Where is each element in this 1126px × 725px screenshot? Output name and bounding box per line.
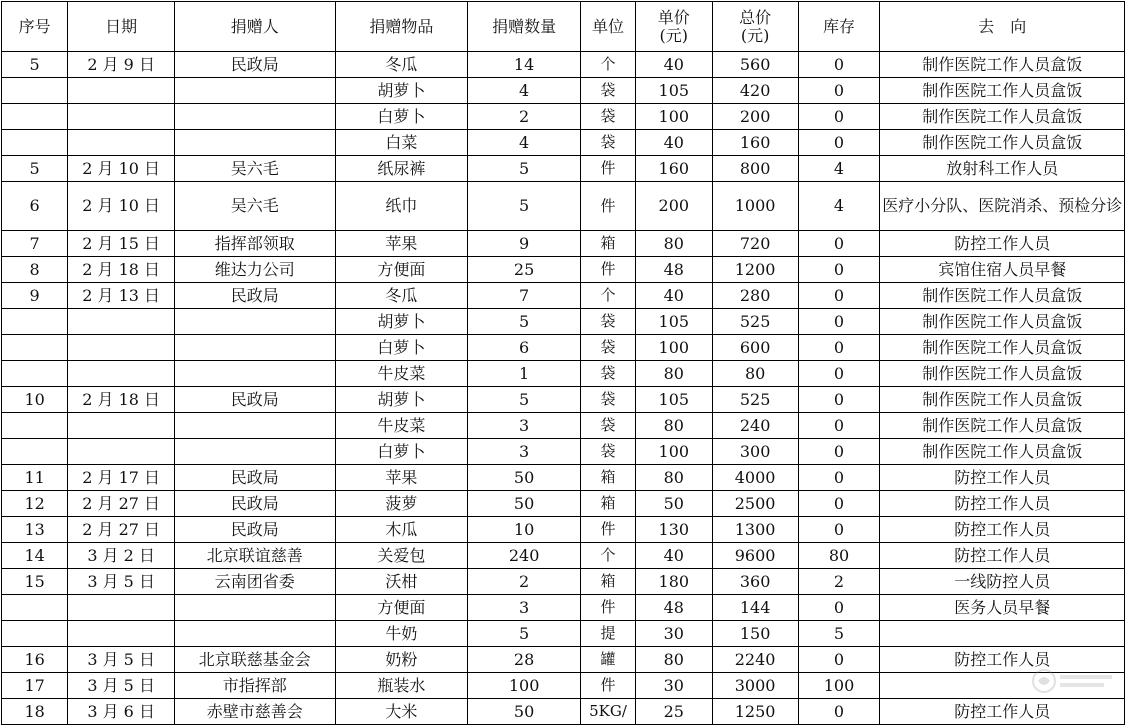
cell-stock: 0 — [798, 231, 880, 257]
cell-index — [2, 104, 68, 130]
cell-unit: 袋 — [581, 130, 636, 156]
table-row — [2, 647, 1125, 673]
cell-stock: 5 — [798, 621, 880, 647]
cell-unit-price: 100 — [635, 439, 712, 465]
cell-destination: 制作医院工作人员盒饭 — [880, 52, 1125, 78]
donation-table — [1, 1, 1125, 725]
cell-unit-price: 100 — [635, 104, 712, 130]
cell-index — [2, 78, 68, 104]
cell-destination: 制作医院工作人员盒饭 — [880, 361, 1125, 387]
cell-unit-price: 40 — [635, 283, 712, 309]
cell-item: 白萝卜 — [335, 104, 468, 130]
cell-total-price: 80 — [712, 361, 798, 387]
cell-quantity: 5 — [468, 156, 581, 182]
cell-total-price: 3000 — [712, 673, 798, 699]
cell-item: 菠萝 — [335, 491, 468, 517]
cell-date — [68, 361, 175, 387]
cell-stock: 0 — [798, 309, 880, 335]
cell-date — [68, 595, 175, 621]
cell-donor — [175, 78, 336, 104]
table-row — [2, 595, 1125, 621]
cell-stock: 80 — [798, 543, 880, 569]
cell-date — [68, 104, 175, 130]
cell-date — [68, 335, 175, 361]
cell-unit-price: 180 — [635, 569, 712, 595]
cell-index — [2, 335, 68, 361]
cell-unit: 袋 — [581, 439, 636, 465]
cell-donor — [175, 335, 336, 361]
table-row — [2, 465, 1125, 491]
cell-unit-price: 100 — [635, 335, 712, 361]
cell-stock: 0 — [798, 387, 880, 413]
cell-donor: 民政局 — [175, 491, 336, 517]
cell-destination: 防控工作人员 — [880, 699, 1125, 725]
cell-unit-price: 80 — [635, 413, 712, 439]
cell-item: 瓶装水 — [335, 673, 468, 699]
cell-total-price: 420 — [712, 78, 798, 104]
cell-unit-price: 160 — [635, 156, 712, 182]
cell-item: 关爱包 — [335, 543, 468, 569]
cell-total-price: 144 — [712, 595, 798, 621]
cell-index — [2, 595, 68, 621]
cell-total-price: 280 — [712, 283, 798, 309]
cell-item: 奶粉 — [335, 647, 468, 673]
cell-donor: 指挥部领取 — [175, 231, 336, 257]
cell-unit: 袋 — [581, 78, 636, 104]
table-row — [2, 335, 1125, 361]
cell-total-price: 525 — [712, 387, 798, 413]
header-quantity: 捐赠数量 — [468, 2, 581, 52]
cell-item: 白菜 — [335, 130, 468, 156]
cell-quantity: 9 — [468, 231, 581, 257]
cell-unit: 件 — [581, 673, 636, 699]
cell-quantity: 28 — [468, 647, 581, 673]
cell-unit-price: 40 — [635, 52, 712, 78]
cell-total-price: 1000 — [712, 182, 798, 231]
cell-item: 冬瓜 — [335, 52, 468, 78]
cell-stock: 4 — [798, 156, 880, 182]
table-row — [2, 543, 1125, 569]
cell-index: 13 — [2, 517, 68, 543]
cell-stock: 0 — [798, 104, 880, 130]
cell-quantity: 3 — [468, 413, 581, 439]
cell-destination: 医务人员早餐 — [880, 595, 1125, 621]
cell-index: 5 — [2, 156, 68, 182]
table-row — [2, 413, 1125, 439]
cell-donor: 民政局 — [175, 387, 336, 413]
header-index: 序号 — [2, 2, 68, 52]
cell-date: 2 月 13 日 — [68, 283, 175, 309]
cell-date: 2 月 18 日 — [68, 257, 175, 283]
table-row — [2, 673, 1125, 699]
cell-unit: 件 — [581, 257, 636, 283]
cell-unit: 箱 — [581, 465, 636, 491]
header-donor: 捐赠人 — [175, 2, 336, 52]
cell-index: 12 — [2, 491, 68, 517]
cell-donor: 云南团省委 — [175, 569, 336, 595]
cell-total-price: 720 — [712, 231, 798, 257]
cell-donor: 赤壁市慈善会 — [175, 699, 336, 725]
cell-stock: 0 — [798, 78, 880, 104]
cell-total-price: 2500 — [712, 491, 798, 517]
cell-date — [68, 78, 175, 104]
cell-quantity: 14 — [468, 52, 581, 78]
cell-total-price: 2240 — [712, 647, 798, 673]
cell-unit-price: 105 — [635, 387, 712, 413]
cell-total-price: 600 — [712, 335, 798, 361]
cell-destination: 医疗小分队、医院消杀、预检分诊 — [880, 182, 1125, 231]
cell-date: 3 月 5 日 — [68, 569, 175, 595]
cell-unit: 箱 — [581, 569, 636, 595]
table-row — [2, 491, 1125, 517]
cell-total-price: 1300 — [712, 517, 798, 543]
cell-index: 6 — [2, 182, 68, 231]
cell-index — [2, 309, 68, 335]
cell-item: 沃柑 — [335, 569, 468, 595]
cell-stock: 2 — [798, 569, 880, 595]
cell-stock: 0 — [798, 361, 880, 387]
cell-unit: 袋 — [581, 361, 636, 387]
cell-item: 方便面 — [335, 595, 468, 621]
cell-donor: 北京联慈基金会 — [175, 647, 336, 673]
cell-stock: 0 — [798, 517, 880, 543]
cell-destination: 制作医院工作人员盒饭 — [880, 104, 1125, 130]
table-row — [2, 517, 1125, 543]
cell-destination: 防控工作人员 — [880, 517, 1125, 543]
cell-date: 2 月 9 日 — [68, 52, 175, 78]
cell-total-price: 4000 — [712, 465, 798, 491]
cell-quantity: 50 — [468, 465, 581, 491]
watermark-logo-icon — [1030, 661, 1116, 701]
cell-donor: 民政局 — [175, 517, 336, 543]
table-row — [2, 78, 1125, 104]
cell-unit-price: 80 — [635, 465, 712, 491]
cell-donor — [175, 413, 336, 439]
header-row — [2, 2, 1125, 52]
cell-destination: 防控工作人员 — [880, 465, 1125, 491]
cell-index: 17 — [2, 673, 68, 699]
cell-total-price: 560 — [712, 52, 798, 78]
cell-date: 3 月 6 日 — [68, 699, 175, 725]
cell-total-price: 800 — [712, 156, 798, 182]
cell-quantity: 240 — [468, 543, 581, 569]
cell-quantity: 5 — [468, 182, 581, 231]
table-row — [2, 309, 1125, 335]
cell-date — [68, 621, 175, 647]
cell-total-price: 360 — [712, 569, 798, 595]
cell-unit: 个 — [581, 283, 636, 309]
cell-quantity: 3 — [468, 595, 581, 621]
cell-unit-price: 48 — [635, 595, 712, 621]
cell-item: 木瓜 — [335, 517, 468, 543]
cell-stock: 0 — [798, 647, 880, 673]
cell-item: 苹果 — [335, 231, 468, 257]
cell-destination: 防控工作人员 — [880, 231, 1125, 257]
cell-stock: 0 — [798, 52, 880, 78]
cell-unit-price: 130 — [635, 517, 712, 543]
cell-index: 10 — [2, 387, 68, 413]
cell-destination: 制作医院工作人员盒饭 — [880, 387, 1125, 413]
cell-item: 冬瓜 — [335, 283, 468, 309]
cell-unit-price: 80 — [635, 361, 712, 387]
cell-destination: 制作医院工作人员盒饭 — [880, 283, 1125, 309]
cell-unit-price: 40 — [635, 130, 712, 156]
cell-destination: 制作医院工作人员盒饭 — [880, 413, 1125, 439]
table-row — [2, 387, 1125, 413]
cell-item: 纸尿裤 — [335, 156, 468, 182]
header-destination: 去 向 — [880, 2, 1125, 52]
cell-index: 18 — [2, 699, 68, 725]
cell-date: 2 月 17 日 — [68, 465, 175, 491]
table-row — [2, 439, 1125, 465]
cell-stock: 0 — [798, 465, 880, 491]
cell-date — [68, 439, 175, 465]
cell-index — [2, 439, 68, 465]
cell-quantity: 4 — [468, 78, 581, 104]
cell-stock: 0 — [798, 595, 880, 621]
cell-item: 胡萝卜 — [335, 78, 468, 104]
cell-unit: 提 — [581, 621, 636, 647]
table-row — [2, 569, 1125, 595]
cell-quantity: 3 — [468, 439, 581, 465]
cell-unit: 袋 — [581, 104, 636, 130]
cell-unit: 件 — [581, 156, 636, 182]
cell-donor: 吴六毛 — [175, 156, 336, 182]
cell-donor — [175, 104, 336, 130]
table-row — [2, 621, 1125, 647]
cell-index — [2, 621, 68, 647]
table-row — [2, 52, 1125, 78]
cell-index: 14 — [2, 543, 68, 569]
cell-unit-price: 40 — [635, 543, 712, 569]
cell-date — [68, 309, 175, 335]
cell-item: 白萝卜 — [335, 335, 468, 361]
cell-quantity: 50 — [468, 491, 581, 517]
cell-unit: 袋 — [581, 309, 636, 335]
cell-date: 3 月 5 日 — [68, 647, 175, 673]
cell-unit: 5KG/ — [581, 699, 636, 725]
cell-unit: 件 — [581, 517, 636, 543]
header-unit: 单位 — [581, 2, 636, 52]
cell-unit: 件 — [581, 595, 636, 621]
cell-index: 9 — [2, 283, 68, 309]
cell-donor: 维达力公司 — [175, 257, 336, 283]
cell-destination: 宾馆住宿人员早餐 — [880, 257, 1125, 283]
cell-stock: 0 — [798, 257, 880, 283]
cell-index: 7 — [2, 231, 68, 257]
cell-item: 白萝卜 — [335, 439, 468, 465]
cell-destination: 制作医院工作人员盒饭 — [880, 335, 1125, 361]
cell-unit-price: 80 — [635, 231, 712, 257]
cell-unit-price: 30 — [635, 621, 712, 647]
cell-item: 大米 — [335, 699, 468, 725]
cell-destination: 制作医院工作人员盒饭 — [880, 309, 1125, 335]
table-row — [2, 257, 1125, 283]
cell-donor — [175, 130, 336, 156]
cell-index: 5 — [2, 52, 68, 78]
cell-unit-price: 200 — [635, 182, 712, 231]
cell-date: 2 月 27 日 — [68, 491, 175, 517]
cell-item: 苹果 — [335, 465, 468, 491]
table-row — [2, 104, 1125, 130]
cell-total-price: 300 — [712, 439, 798, 465]
cell-date: 2 月 18 日 — [68, 387, 175, 413]
cell-donor — [175, 621, 336, 647]
cell-donor: 民政局 — [175, 52, 336, 78]
table-row — [2, 361, 1125, 387]
cell-donor: 民政局 — [175, 283, 336, 309]
cell-index — [2, 413, 68, 439]
cell-date: 2 月 10 日 — [68, 156, 175, 182]
cell-quantity: 5 — [468, 309, 581, 335]
cell-quantity: 5 — [468, 387, 581, 413]
table-body — [2, 52, 1125, 725]
cell-total-price: 240 — [712, 413, 798, 439]
cell-unit-price: 30 — [635, 673, 712, 699]
cell-destination: 防控工作人员 — [880, 543, 1125, 569]
cell-unit: 件 — [581, 182, 636, 231]
cell-index: 11 — [2, 465, 68, 491]
cell-index — [2, 130, 68, 156]
cell-donor — [175, 361, 336, 387]
cell-total-price: 200 — [712, 104, 798, 130]
cell-quantity: 4 — [468, 130, 581, 156]
cell-quantity: 6 — [468, 335, 581, 361]
cell-item: 胡萝卜 — [335, 387, 468, 413]
cell-destination: 制作医院工作人员盒饭 — [880, 78, 1125, 104]
table-row — [2, 699, 1125, 725]
cell-index — [2, 361, 68, 387]
cell-quantity: 10 — [468, 517, 581, 543]
table-row — [2, 231, 1125, 257]
cell-stock: 0 — [798, 130, 880, 156]
cell-destination: 制作医院工作人员盒饭 — [880, 130, 1125, 156]
cell-index: 8 — [2, 257, 68, 283]
cell-quantity: 25 — [468, 257, 581, 283]
cell-total-price: 1200 — [712, 257, 798, 283]
cell-unit-price: 48 — [635, 257, 712, 283]
cell-destination: 放射科工作人员 — [880, 156, 1125, 182]
cell-unit: 袋 — [581, 387, 636, 413]
cell-date — [68, 130, 175, 156]
cell-unit: 袋 — [581, 413, 636, 439]
cell-unit: 箱 — [581, 491, 636, 517]
cell-quantity: 1 — [468, 361, 581, 387]
cell-unit-price: 25 — [635, 699, 712, 725]
cell-item: 方便面 — [335, 257, 468, 283]
cell-unit-price: 50 — [635, 491, 712, 517]
cell-quantity: 2 — [468, 569, 581, 595]
cell-item: 牛奶 — [335, 621, 468, 647]
cell-item: 纸巾 — [335, 182, 468, 231]
cell-item: 胡萝卜 — [335, 309, 468, 335]
cell-unit: 个 — [581, 52, 636, 78]
cell-quantity: 100 — [468, 673, 581, 699]
cell-donor — [175, 439, 336, 465]
cell-index: 16 — [2, 647, 68, 673]
cell-stock: 100 — [798, 673, 880, 699]
header-unit-price: 单价 (元) — [635, 2, 712, 52]
cell-donor: 民政局 — [175, 465, 336, 491]
table-row — [2, 156, 1125, 182]
cell-index: 15 — [2, 569, 68, 595]
cell-date: 3 月 5 日 — [68, 673, 175, 699]
cell-date: 2 月 15 日 — [68, 231, 175, 257]
cell-date: 3 月 2 日 — [68, 543, 175, 569]
header-item: 捐赠物品 — [335, 2, 468, 52]
cell-destination: 防控工作人员 — [880, 647, 1125, 673]
cell-donor: 市指挥部 — [175, 673, 336, 699]
cell-quantity: 7 — [468, 283, 581, 309]
cell-total-price: 1250 — [712, 699, 798, 725]
cell-item: 牛皮菜 — [335, 413, 468, 439]
cell-unit: 箱 — [581, 231, 636, 257]
cell-total-price: 160 — [712, 130, 798, 156]
cell-unit-price: 105 — [635, 78, 712, 104]
header-date: 日期 — [68, 2, 175, 52]
cell-unit-price: 105 — [635, 309, 712, 335]
cell-unit: 袋 — [581, 335, 636, 361]
cell-unit-price: 80 — [635, 647, 712, 673]
cell-stock: 4 — [798, 182, 880, 231]
cell-unit: 个 — [581, 543, 636, 569]
cell-stock: 0 — [798, 335, 880, 361]
cell-total-price: 525 — [712, 309, 798, 335]
cell-date — [68, 413, 175, 439]
table-row — [2, 130, 1125, 156]
cell-date: 2 月 27 日 — [68, 517, 175, 543]
cell-donor — [175, 595, 336, 621]
table-row — [2, 182, 1125, 231]
cell-destination: 制作医院工作人员盒饭 — [880, 439, 1125, 465]
cell-destination — [880, 621, 1125, 647]
cell-stock: 0 — [798, 699, 880, 725]
cell-stock: 0 — [798, 413, 880, 439]
cell-date: 2 月 10 日 — [68, 182, 175, 231]
cell-destination: 一线防控人员 — [880, 569, 1125, 595]
cell-item: 牛皮菜 — [335, 361, 468, 387]
cell-stock: 0 — [798, 439, 880, 465]
cell-total-price: 150 — [712, 621, 798, 647]
cell-total-price: 9600 — [712, 543, 798, 569]
cell-quantity: 50 — [468, 699, 581, 725]
header-total-price: 总价 (元) — [712, 2, 798, 52]
cell-donor: 吴六毛 — [175, 182, 336, 231]
table-row — [2, 283, 1125, 309]
cell-quantity: 5 — [468, 621, 581, 647]
cell-unit: 罐 — [581, 647, 636, 673]
cell-destination: 防控工作人员 — [880, 491, 1125, 517]
header-stock: 库存 — [798, 2, 880, 52]
cell-quantity: 2 — [468, 104, 581, 130]
cell-stock: 0 — [798, 491, 880, 517]
cell-stock: 0 — [798, 283, 880, 309]
cell-donor — [175, 309, 336, 335]
cell-donor: 北京联谊慈善 — [175, 543, 336, 569]
